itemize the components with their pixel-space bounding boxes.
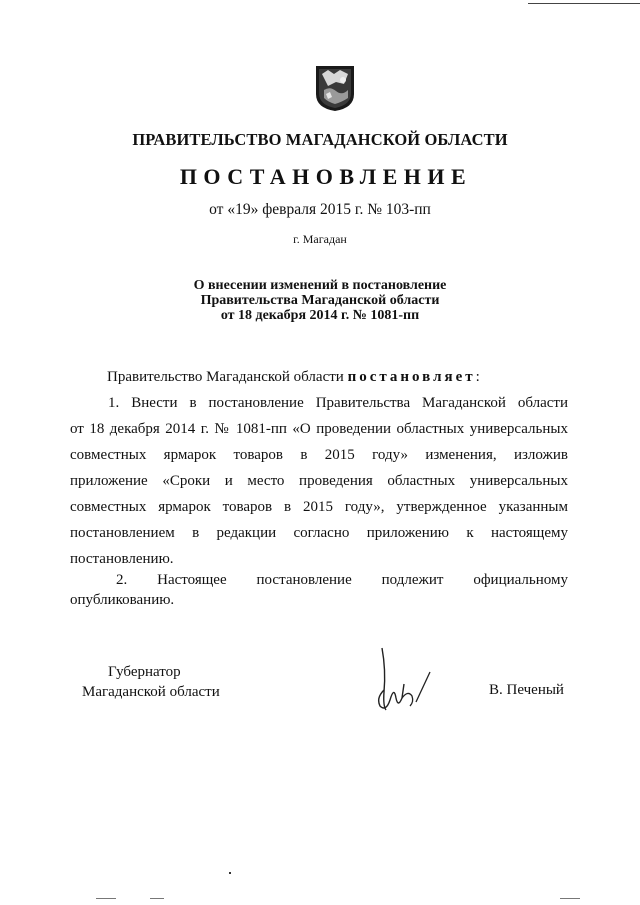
paragraph-line: 1. Внести в постановление Правительства Магаданской области (108, 395, 568, 411)
paragraph-line: опубликованию. (70, 592, 175, 608)
scan-speck (229, 872, 231, 874)
document-city: г. Магадан (293, 232, 347, 246)
document-subject (0, 278, 640, 323)
document-date-number: от «19» февраля 2015 г. № 103-пп (209, 201, 431, 218)
signatory-name: В. Печеный (489, 682, 564, 698)
preamble-colon: : (475, 369, 480, 385)
paragraph-1 (70, 390, 568, 572)
position-line: Магаданской области (82, 684, 220, 700)
scan-edge-mark (560, 898, 580, 899)
scan-edge-mark (96, 898, 116, 899)
subject-line: от 18 декабря 2014 г. № 1081-пп (220, 308, 420, 323)
subject-line: Правительства Магаданской области (200, 293, 440, 308)
paragraph-line: от 18 декабря 2014 г. № 1081-пп «О проведении областных универсальных (70, 421, 568, 437)
subject-line: О внесении изменений в постановление (193, 278, 447, 293)
position-line: Губернатор (108, 664, 181, 680)
paragraph-line: постановлению. (70, 551, 174, 567)
paragraph-line: совместных ярмарок товаров в 2015 году», утвержденное указанным (70, 499, 568, 515)
paragraph-2 (70, 570, 568, 610)
paragraph-line: постановлением в редакции согласно приложению к настоящему (70, 525, 568, 541)
coat-of-arms-emblem (314, 64, 356, 112)
preamble-emphasis: постановляет (347, 369, 476, 385)
paragraph-line: совместных ярмарок товаров в 2015 году» изменения, изложив (70, 447, 568, 463)
government-title: ПРАВИТЕЛЬСТВО МАГАДАНСКОЙ ОБЛАСТИ (132, 130, 508, 149)
handwritten-signature (372, 640, 436, 716)
scan-edge-mark (150, 898, 164, 899)
scan-edge-line (528, 3, 640, 4)
paragraph-line: приложение «Сроки и место проведения областных универсальных (70, 473, 568, 489)
paragraph-line: 2. Настоящее постановление подлежит официальному (116, 572, 568, 588)
preamble (107, 364, 507, 390)
document-type: ПОСТАНОВЛЕНИЕ (179, 164, 473, 189)
signatory-position (82, 662, 220, 702)
preamble-text: Правительство Магаданской области (107, 369, 348, 385)
